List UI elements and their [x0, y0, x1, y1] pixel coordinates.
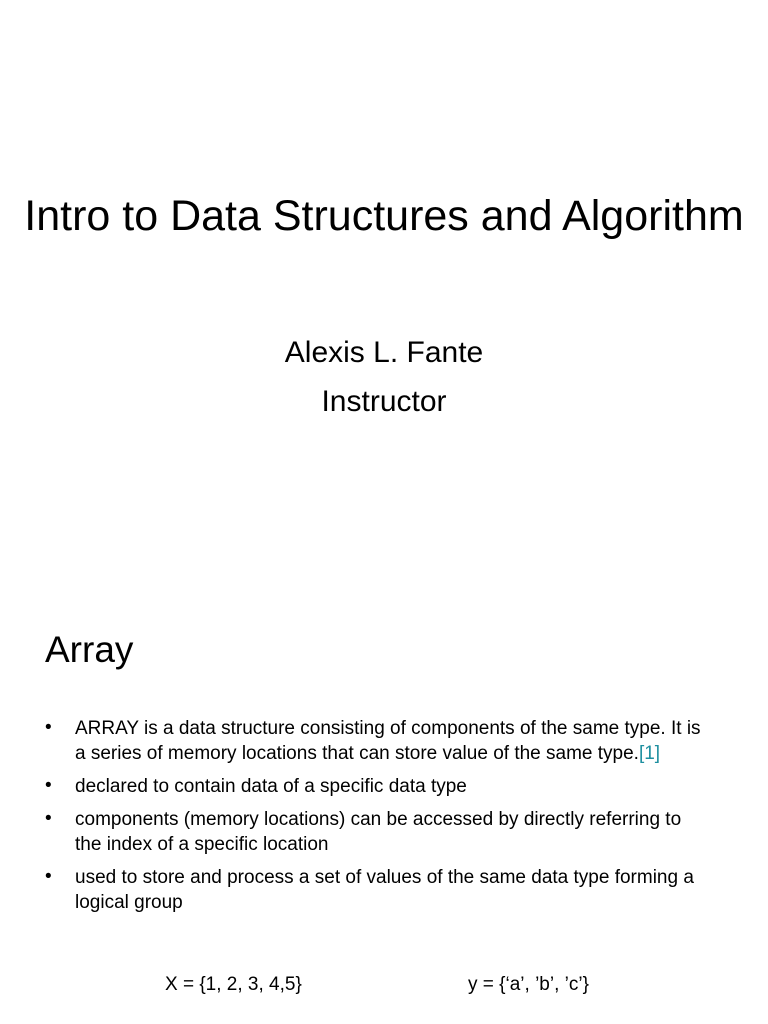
- example-x-array: X = {1, 2, 3, 4,5}: [165, 974, 302, 995]
- bullet-icon: •: [45, 866, 52, 887]
- author-name: Alexis L. Fante: [284, 336, 484, 369]
- bullet-icon: •: [45, 808, 52, 829]
- bullet-text: ARRAY is a data structure consisting of components of the same type. It is a series of memory locations that can store value of the same type.: [75, 718, 701, 764]
- bullet-item-components: [45, 807, 705, 857]
- example-y-array: y = {‘a’, ’b’, ’c’}: [468, 974, 589, 995]
- bullet-list: [45, 716, 705, 923]
- slide-title: Intro to Data Structures and Algorithm: [24, 192, 744, 240]
- bullet-icon: •: [45, 775, 52, 796]
- bullet-text: components (memory locations) can be accessed by directly referring to the index of a specific location: [75, 809, 682, 855]
- author-role: Instructor: [321, 385, 447, 418]
- array-heading: Array: [45, 629, 134, 670]
- bullet-item-definition: [45, 716, 705, 766]
- bullet-text: declared to contain data of a specific data type: [75, 776, 467, 797]
- bullet-item-usage: [45, 865, 705, 915]
- bullet-icon: •: [45, 717, 52, 738]
- bullet-item-declared: [45, 774, 705, 799]
- array-slide: [0, 600, 768, 1024]
- reference-link[interactable]: [1]: [638, 743, 661, 764]
- bullet-text: used to store and process a set of values of the same data type forming a logical group: [75, 867, 694, 913]
